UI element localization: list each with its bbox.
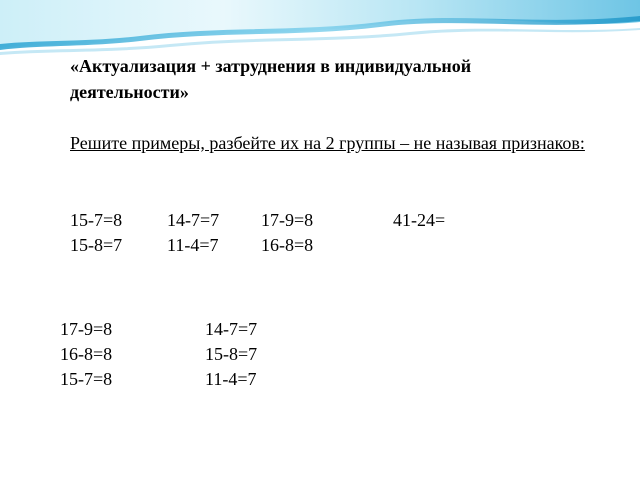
group-two-expression: 14-7=7 [205, 319, 258, 339]
example-expression: 15-8=7 [70, 235, 123, 255]
example-expression: 11-4=7 [167, 235, 219, 255]
example-expression: 14-7=7 [167, 210, 220, 230]
slide-title: «Актуализация + затруднения в индивидуальной деятельности» [70, 56, 472, 102]
group-two-expression: 15-8=7 [205, 344, 258, 364]
group-one-expression: 15-7=8 [60, 369, 113, 389]
group-two-expression: 11-4=7 [205, 369, 257, 389]
group-one-expression: 16-8=8 [60, 344, 113, 364]
task-instruction: Решите примеры, разбейте их на 2 группы – не называя признаков: [70, 133, 585, 153]
example-expression: 15-7=8 [70, 210, 123, 230]
example-expression: 16-8=8 [261, 235, 314, 255]
group-one-expression: 17-9=8 [60, 319, 113, 339]
example-expression: 17-9=8 [261, 210, 314, 230]
example-expression: 41-24= [393, 210, 446, 230]
